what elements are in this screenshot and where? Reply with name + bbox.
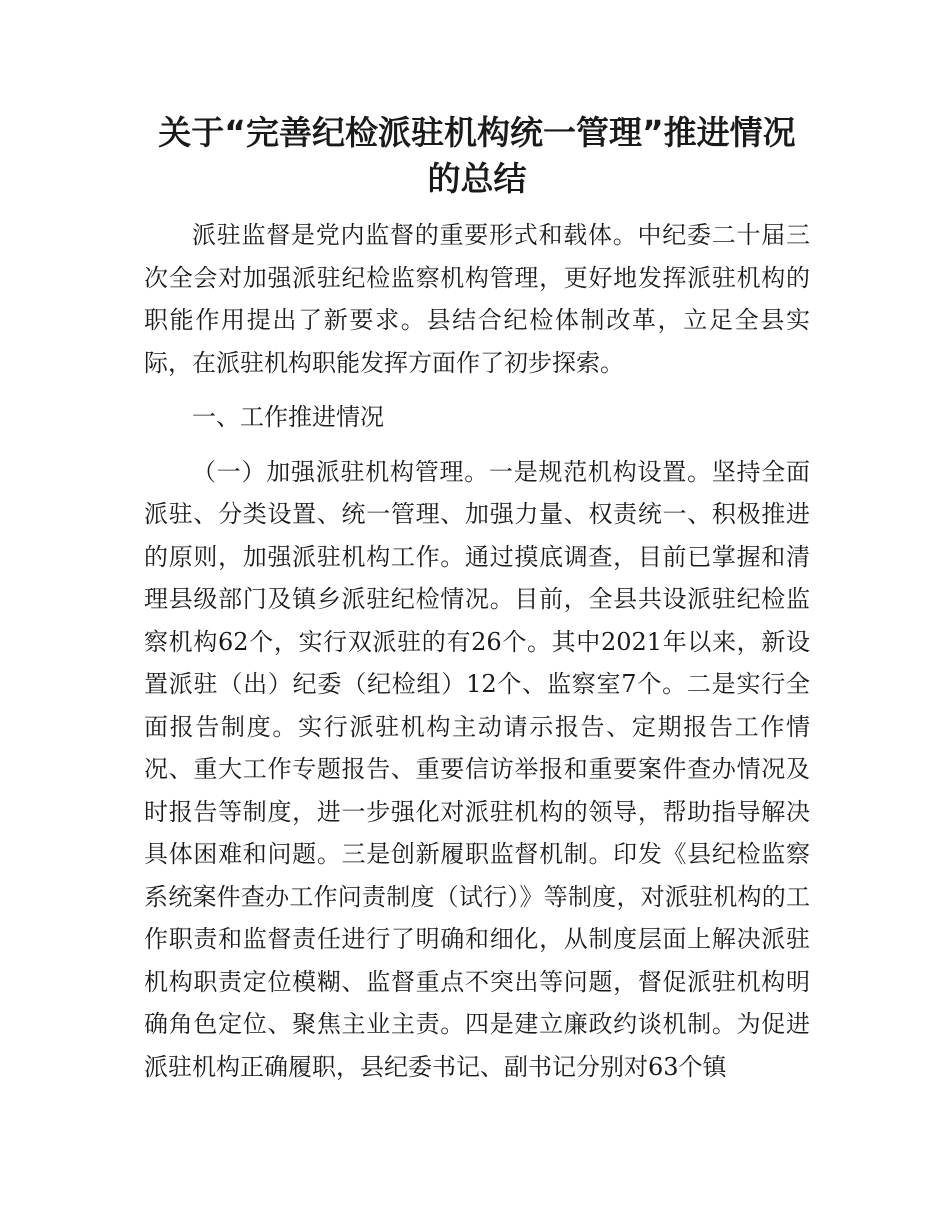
title-line-2: 的总结 (427, 159, 527, 198)
title-line-1: 关于“完善纪检派驻机构统一管理”推进情况 (158, 113, 796, 152)
section-1-paragraph: （一）加强派驻机构管理。一是规范机构设置。坚持全面派驻、分类设置、统一管理、加强力量、权责统一、积极推进的原则，加强派驻机构工作。通过摸底调查，目前已掌握和清理县级部门及镇乡派驻纪检情况。目前，全县共设派驻纪检监察机构62个，实行双派驻的有26个。其中2021年以来，新设置派驻（出）纪委（纪检组）12个、监察室7个。二是实行全面报告制度。实行派驻机构主动请示报告、定期报告工作情况、重大工作专题报告、重要信访举报和重要案件查办情况及时报告等制度，进一步强化对派驻机构的领导，帮助指导解决具体困难和问题。三是创新履职监督机制。印发《县纪检监察系统案件查办工作问责制度（试行）》等制度，对派驻机构的工作职责和监督责任进行了明确和细化，从制度层面上解决派驻机构职责定位模糊、监督重点不突出等问题，督促派驻机构明确角色定位、聚焦主业主责。四是建立廉政约谈机制。为促进派驻机构正确履职，县纪委书记、副书记分别对63个镇 (144, 457, 810, 1081)
section-heading-1: 一、工作推进情况 (192, 403, 384, 431)
intro-paragraph: 派驻监督是党内监督的重要形式和载体。中纪委二十届三次全会对加强派驻纪检监察机构管理，更好地发挥派驻机构的职能作用提出了新要求。县结合纪检体制改革，立足全县实际，在派驻机构职能发挥方面作了初步探索。 (144, 221, 810, 377)
document-page (144, 110, 810, 1088)
document-title (134, 110, 820, 202)
